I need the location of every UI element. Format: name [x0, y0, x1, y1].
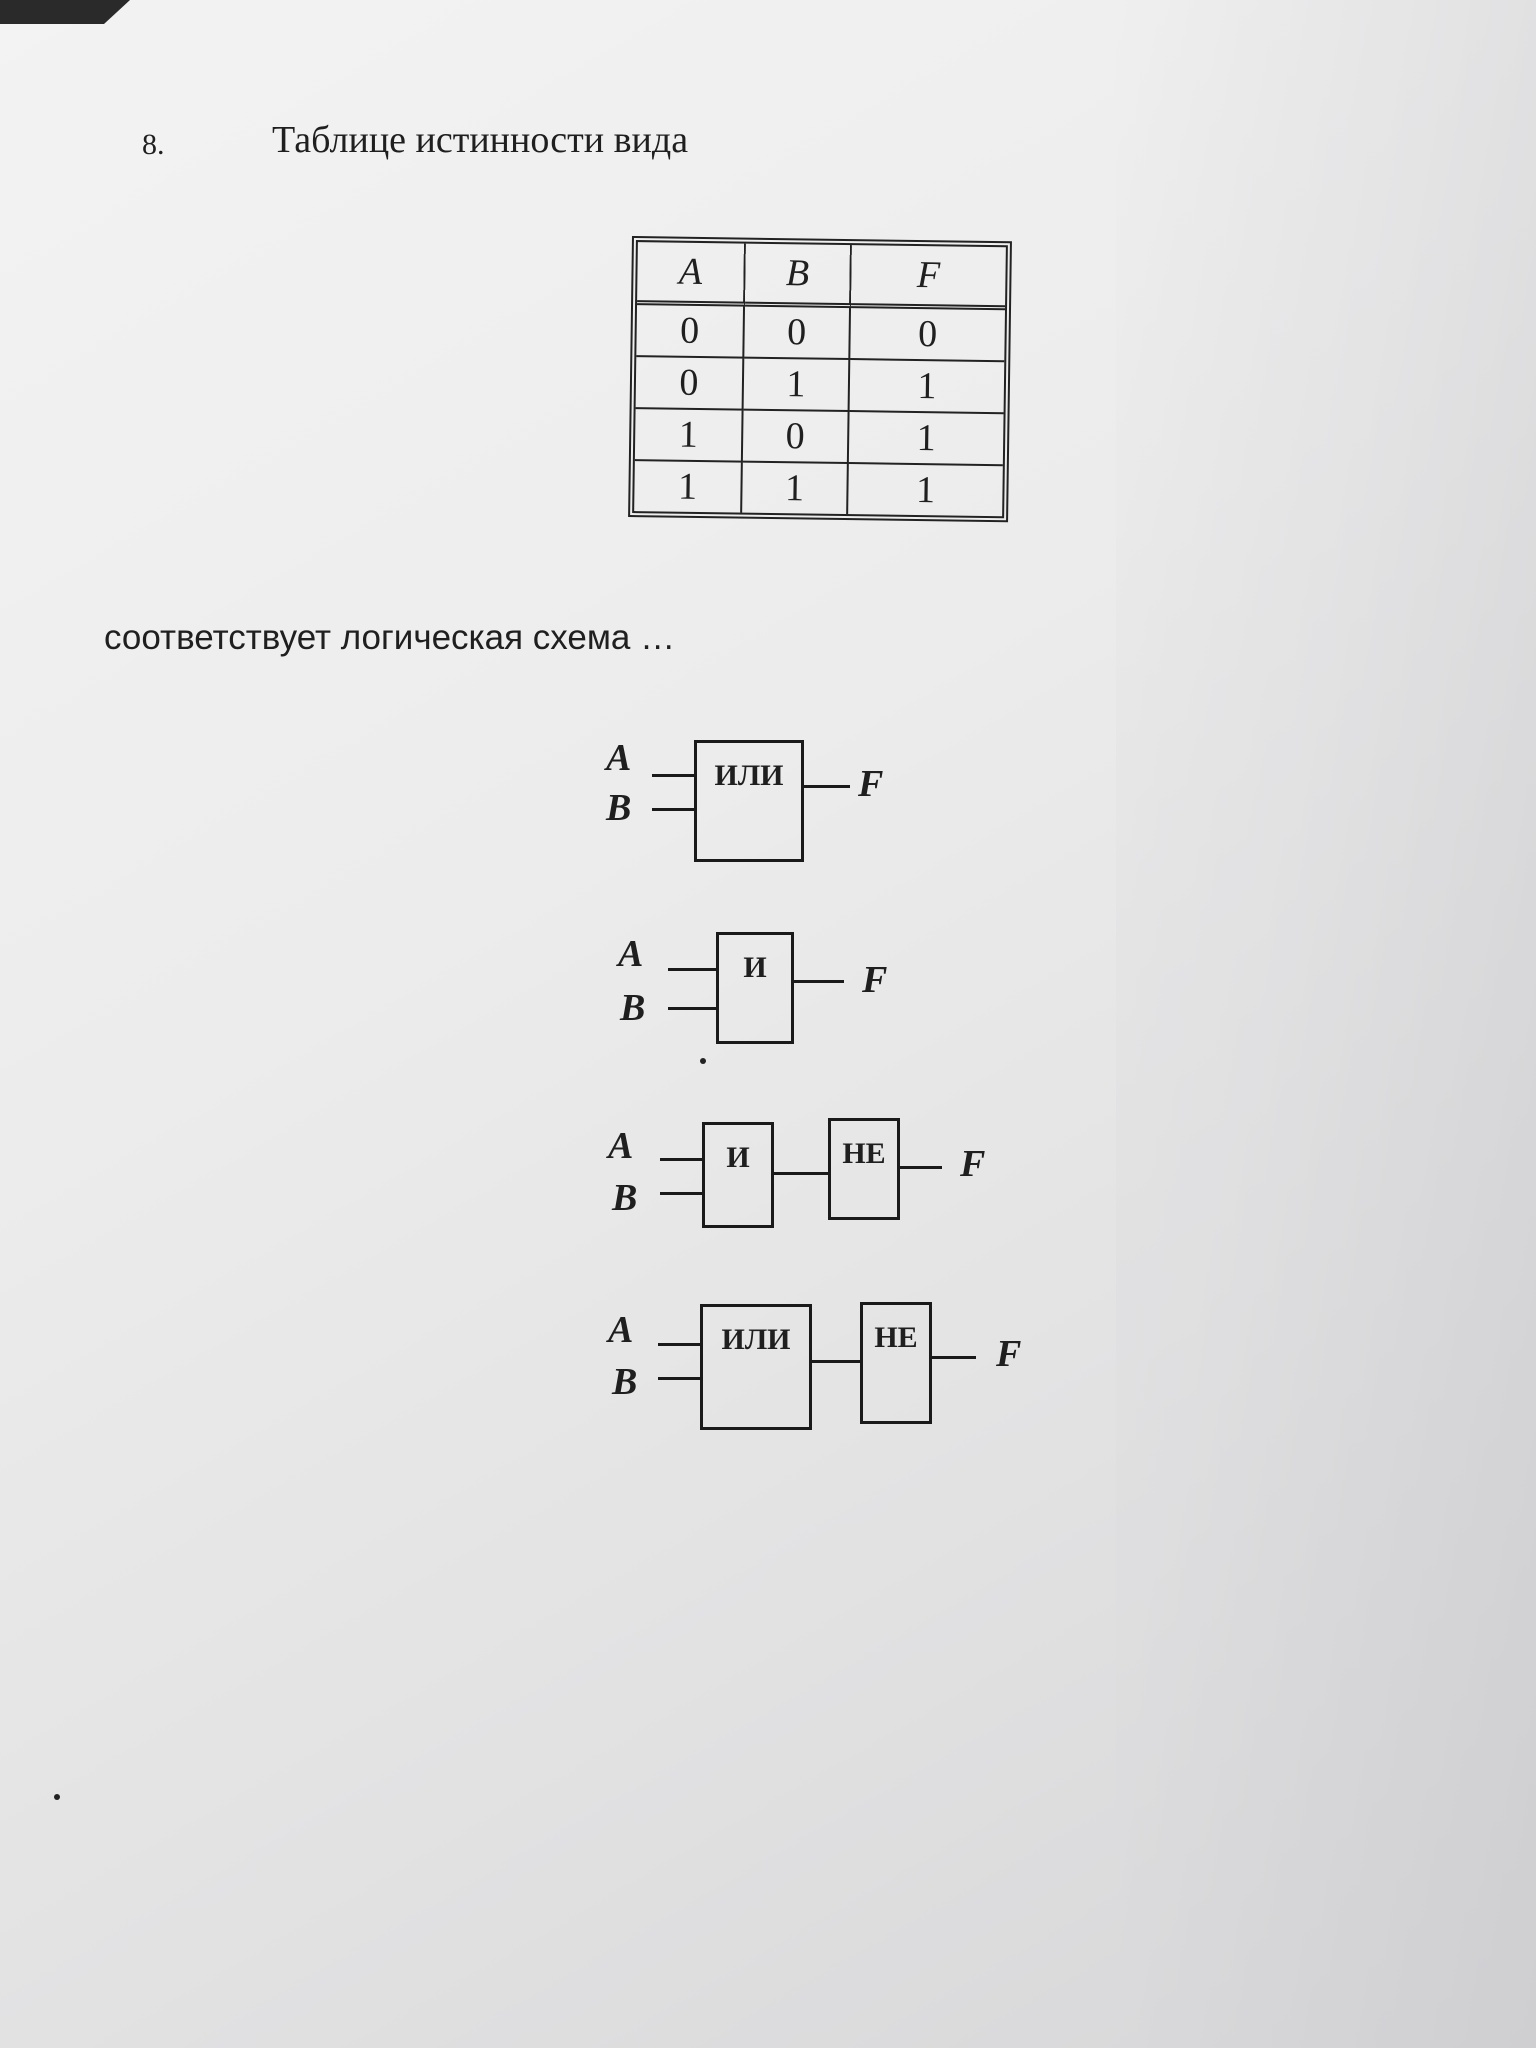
- input-a-label: A: [608, 1309, 634, 1351]
- cell: 1: [849, 412, 1004, 466]
- truth-table-row: [635, 409, 1004, 466]
- question-subtitle: соответствует логическая схема …: [104, 618, 676, 657]
- input-a-label: A: [608, 1125, 634, 1167]
- wire: [658, 1343, 702, 1346]
- wire: [652, 774, 696, 777]
- header-f: F: [851, 245, 1006, 310]
- cell: 0: [744, 307, 851, 360]
- output-label: F: [960, 1143, 986, 1185]
- or-gate: ИЛИ: [700, 1304, 812, 1430]
- page-shadow: [1116, 0, 1536, 2048]
- output-label: F: [858, 763, 884, 805]
- cell: 0: [743, 411, 850, 464]
- wire: [658, 1377, 702, 1380]
- input-b-label: B: [612, 1177, 638, 1219]
- input-b-label: B: [620, 987, 646, 1029]
- cell: 0: [850, 308, 1005, 362]
- wire: [668, 1007, 718, 1010]
- cell: 0: [636, 305, 745, 359]
- cell: 1: [915, 468, 936, 512]
- input-b-label: B: [606, 787, 632, 829]
- output-label: F: [862, 959, 888, 1001]
- truth-table-header-row: [637, 242, 1006, 310]
- question-number: 8.: [142, 128, 165, 161]
- or-gate: ИЛИ: [694, 740, 804, 862]
- wire: [668, 968, 718, 971]
- wire: [774, 1172, 830, 1175]
- truth-table-row: [634, 461, 1003, 516]
- truth-table-row: [636, 357, 1005, 414]
- wire: [794, 980, 844, 983]
- not-gate: НЕ: [860, 1302, 932, 1424]
- header-a: A: [637, 242, 746, 307]
- ink-speck: [700, 1058, 706, 1064]
- cell: 1: [634, 461, 743, 513]
- ink-speck: [54, 1794, 60, 1800]
- question-title: Таблице истинности вида: [272, 119, 689, 161]
- input-a-label: A: [618, 933, 644, 975]
- cell: 0: [636, 357, 745, 411]
- truth-table: [628, 236, 1012, 522]
- wire: [812, 1360, 862, 1363]
- truth-table-row: [636, 305, 1005, 362]
- cell: 1: [635, 409, 744, 463]
- wire: [804, 785, 850, 788]
- cell: 1: [744, 359, 851, 412]
- and-gate: И: [716, 932, 794, 1044]
- header-b: B: [745, 244, 852, 308]
- wire: [660, 1192, 704, 1195]
- page-fold-shadow: [0, 0, 130, 24]
- wire: [932, 1356, 976, 1359]
- wire: [900, 1166, 942, 1169]
- input-b-label: B: [612, 1361, 638, 1403]
- wire: [660, 1158, 704, 1161]
- input-a-label: A: [606, 737, 632, 779]
- output-label: F: [996, 1333, 1022, 1375]
- cell: 1: [850, 360, 1005, 414]
- cell: 1: [742, 463, 849, 514]
- not-gate: НЕ: [828, 1118, 900, 1220]
- wire: [652, 808, 696, 811]
- and-gate: И: [702, 1122, 774, 1228]
